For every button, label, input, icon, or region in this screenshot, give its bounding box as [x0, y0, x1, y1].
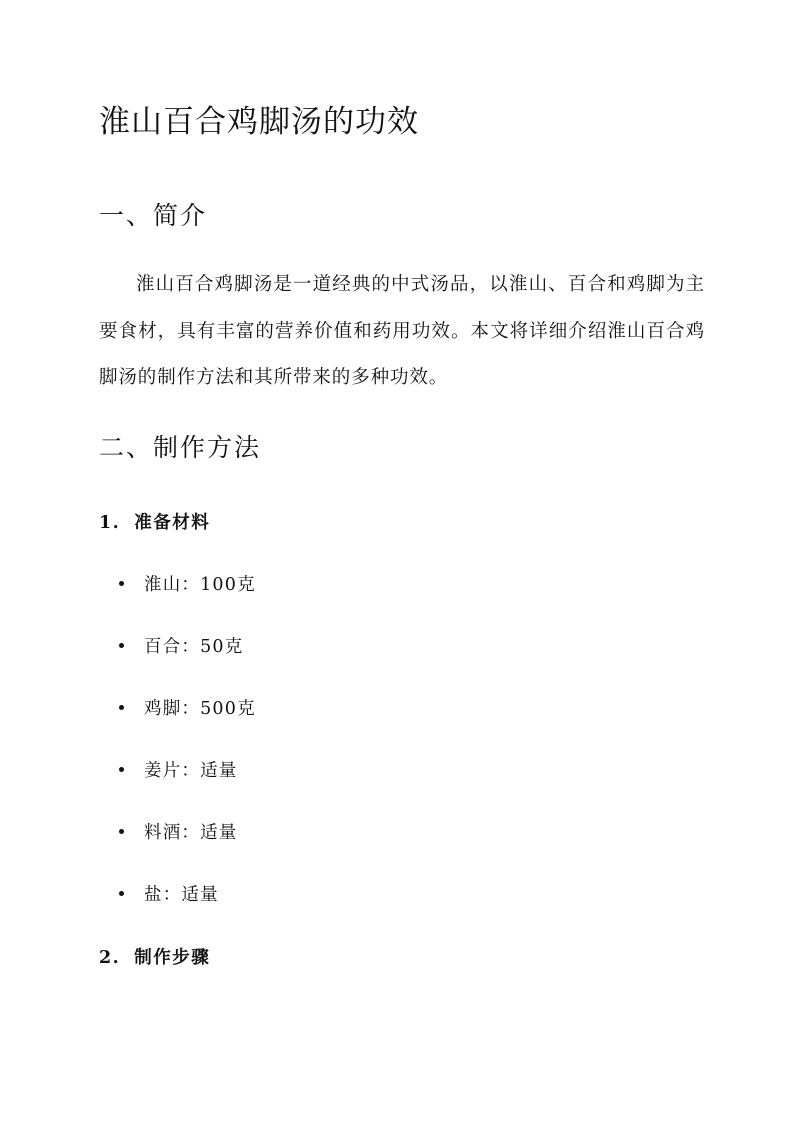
list-item: [119, 633, 243, 658]
bullet-icon: [119, 891, 124, 896]
bullet-icon: [119, 581, 124, 586]
bullet-icon: [119, 767, 124, 772]
bullet-icon: [119, 705, 124, 710]
list-item-text: 淮山：100克: [144, 575, 256, 595]
list-item: [119, 757, 238, 782]
list-item-text: 百合：50克: [144, 637, 244, 657]
list-item-text: 姜片：适量: [144, 761, 238, 781]
list-item: [119, 819, 238, 844]
list-item: [119, 695, 256, 720]
subsection-heading-steps: [99, 944, 210, 969]
subsection-heading-materials: [99, 509, 210, 534]
subsection-number: 1.: [99, 513, 121, 533]
subsection-number: 2.: [99, 948, 121, 968]
section-heading-intro: 一、简介: [99, 201, 208, 230]
section-heading-method: 二、制作方法: [99, 433, 262, 462]
list-item: [119, 571, 256, 596]
list-item-text: 鸡脚：500克: [144, 699, 256, 719]
bullet-icon: [119, 643, 124, 648]
list-item: [119, 881, 219, 906]
intro-paragraph: 淮山百合鸡脚汤是一道经典的中式汤品，以淮山、百合和鸡脚为主要食材，具有丰富的营养价值和药用功效。本文将详细介绍淮山百合鸡脚汤的制作方法和其所带来的多种功效。: [99, 274, 705, 388]
list-item-text: 盐：适量: [144, 885, 219, 905]
list-item-text: 料酒：适量: [144, 823, 238, 843]
subsection-title: 制作步骤: [134, 948, 211, 968]
bullet-icon: [119, 829, 124, 834]
subsection-title: 准备材料: [134, 513, 211, 533]
page-title: 淮山百合鸡脚汤的功效: [99, 104, 419, 140]
